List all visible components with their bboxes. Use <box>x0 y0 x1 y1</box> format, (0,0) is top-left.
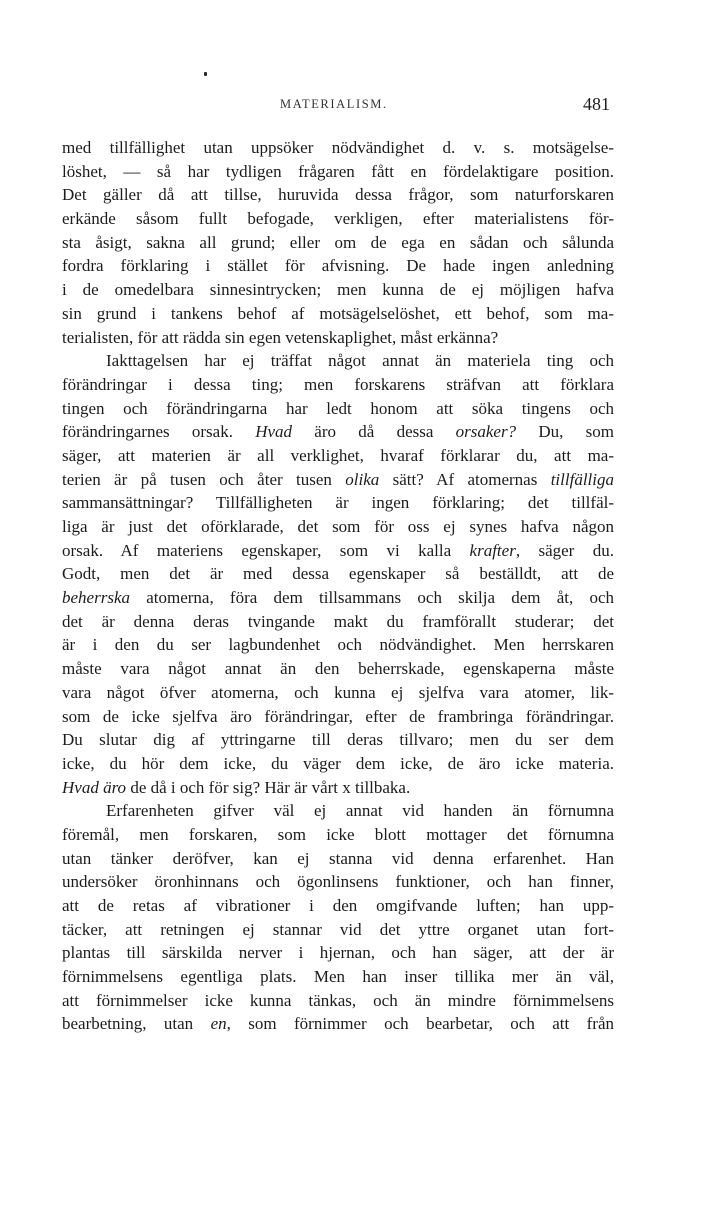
text-run: sätt? Af atomernas <box>379 469 551 489</box>
page-header <box>62 94 614 118</box>
text-run: förändringar i dessa ting; men forskarens sträfvan att förklara <box>62 374 614 394</box>
text-line <box>62 610 614 634</box>
text-line <box>62 397 614 421</box>
text-line <box>62 989 614 1013</box>
text-run: som de icke sjelfva äro förändringar, efter de frambringa förändringar. <box>62 706 614 726</box>
text-line <box>62 515 614 539</box>
text-line <box>62 326 614 350</box>
text-line <box>62 657 614 681</box>
text-line <box>62 633 614 657</box>
italic-text: Hvad äro <box>62 777 127 797</box>
text-run: förändringarnes orsak. <box>62 422 256 442</box>
text-run: med tillfällighet utan uppsöker nödvändighet d. v. s. motsägelse- <box>62 138 614 157</box>
text-run: icke, du hör dem icke, du väger dem icke, de äro icke materia. <box>62 753 614 773</box>
italic-text: krafter <box>469 540 516 560</box>
text-line <box>62 1012 614 1036</box>
running-title: MATERIALISM. <box>280 97 388 111</box>
text-run: tingen och förändringarna har ledt honom att söka tingens och <box>62 398 614 418</box>
text-line <box>62 444 614 468</box>
italic-text: beherrska <box>62 588 130 608</box>
text-run: Du slutar dig af yttringarne till deras tillvaro; men du ser dem <box>62 730 614 750</box>
text-run: , säger du. <box>515 540 614 560</box>
text-run: säger, att materien är all verklighet, hvaraf förklarar du, att ma- <box>62 445 614 465</box>
text-run: erkände såsom fullt befogade, verkligen, efter materialistens för- <box>62 209 614 229</box>
text-run: i de omedelbara sinnesintrycken; men kunna de ej möjligen hafva <box>62 280 614 300</box>
text-run: terialisten, för att rädda sin egen vetenskaplighet, måst erkänna? <box>62 327 499 347</box>
text-run: undersöker öronhinnans och ögonlinsens funktioner, och han finner, <box>62 872 614 892</box>
text-run: sin grund i tankens behof af motsägelselöshet, ett behof, som ma- <box>62 303 614 323</box>
text-line <box>62 136 614 160</box>
text-run: är i den du ser lagbundenhet och nödvändighet. Men herrskaren <box>62 635 614 655</box>
text-line <box>62 941 614 965</box>
text-line <box>62 539 614 563</box>
text-line <box>62 705 614 729</box>
text-line <box>62 278 614 302</box>
text-run: täcker, att retningen ej stannar vid det yttre organet utan fort- <box>62 919 614 939</box>
text-run: atomerna, föra dem tillsammans och skilja dem åt, och <box>129 588 614 608</box>
italic-text: orsaker? <box>455 422 517 442</box>
text-run: liga är just det oförklarade, det som för oss ej synes hafva någon <box>62 517 614 536</box>
text-line <box>62 302 614 326</box>
text-run: Erfarenheten gifver väl ej annat vid handen än förnumna <box>106 801 614 821</box>
text-line <box>62 349 614 373</box>
text-line <box>62 752 614 776</box>
text-run: orsak. Af materiens egenskaper, som vi kalla <box>62 540 470 560</box>
text-run: Godt, men det är med dessa egenskaper så beställdt, att de <box>62 564 614 584</box>
text-run: äro då dessa <box>292 422 456 442</box>
text-line <box>62 847 614 871</box>
text-line <box>62 254 614 278</box>
text-line <box>62 491 614 515</box>
text-run: plantas till särskilda nerver i hjernan, och han säger, att der är <box>62 943 614 963</box>
text-line <box>62 562 614 586</box>
text-run: sta åsigt, sakna all grund; eller om de ega en sådan och sålunda <box>62 232 614 252</box>
text-line <box>62 160 614 184</box>
text-line <box>62 373 614 397</box>
text-line <box>62 231 614 255</box>
page-number: 481 <box>583 94 610 114</box>
text-run: förnimmelsens egentliga plats. Men han inser tillika mer än väl, <box>62 967 614 987</box>
text-line <box>62 468 614 492</box>
text-line <box>62 965 614 989</box>
text-run: , som förnimmer och bearbetar, och att från <box>226 1014 614 1034</box>
text-line <box>62 823 614 847</box>
text-line <box>62 728 614 752</box>
body-text <box>62 136 614 1036</box>
text-run: vara något öfver atomerna, och kunna ej sjelfva vara atomer, lik- <box>62 682 614 702</box>
text-run: löshet, — så har tydligen frågaren fått en fördelaktigare position. <box>62 161 614 181</box>
text-run: föremål, men forskaren, som icke blott mottager det förnumna <box>62 824 614 844</box>
text-line <box>62 420 614 444</box>
text-run: att förnimmelser icke kunna tänkas, och än mindre förnimmelsens <box>62 990 614 1010</box>
text-line <box>62 799 614 823</box>
italic-text: olika <box>345 469 380 489</box>
text-run: att de retas af vibrationer i den omgifvande luften; han upp- <box>62 896 614 915</box>
text-run: Det gäller då att tillse, huruvida dessa frågor, som naturforskaren <box>62 185 614 205</box>
text-run: terien är på tusen och åter tusen <box>62 469 346 489</box>
text-run: det är denna deras tvingande makt du framförallt studerar; det <box>62 611 614 631</box>
italic-text: en <box>210 1014 227 1034</box>
text-line <box>62 586 614 610</box>
text-run: Du, som <box>516 422 614 442</box>
text-line <box>62 918 614 942</box>
italic-text: Hvad <box>255 422 293 442</box>
text-line <box>62 776 614 800</box>
text-line <box>62 681 614 705</box>
text-run: sammansättningar? Tillfälligheten är ingen förklaring; det tillfäl- <box>62 493 614 513</box>
text-line <box>62 894 614 918</box>
text-line <box>62 870 614 894</box>
text-run: de då i och för sig? Här är vårt x tillbaka. <box>126 777 411 797</box>
text-line <box>62 207 614 231</box>
print-speck <box>204 72 207 76</box>
text-run: Iakttagelsen har ej träffat något annat än materiela ting och <box>106 351 614 371</box>
italic-text: tillfälliga <box>550 469 614 489</box>
text-run: utan tänker deröfver, kan ej stanna vid denna erfarenhet. Han <box>62 848 614 868</box>
text-run: måste vara något annat än den beherrskade, egenskaperna måste <box>62 659 614 679</box>
text-line <box>62 183 614 207</box>
text-run: bearbetning, utan <box>62 1014 211 1034</box>
text-run: fordra förklaring i stället för afvisning. De hade ingen anledning <box>62 256 614 276</box>
